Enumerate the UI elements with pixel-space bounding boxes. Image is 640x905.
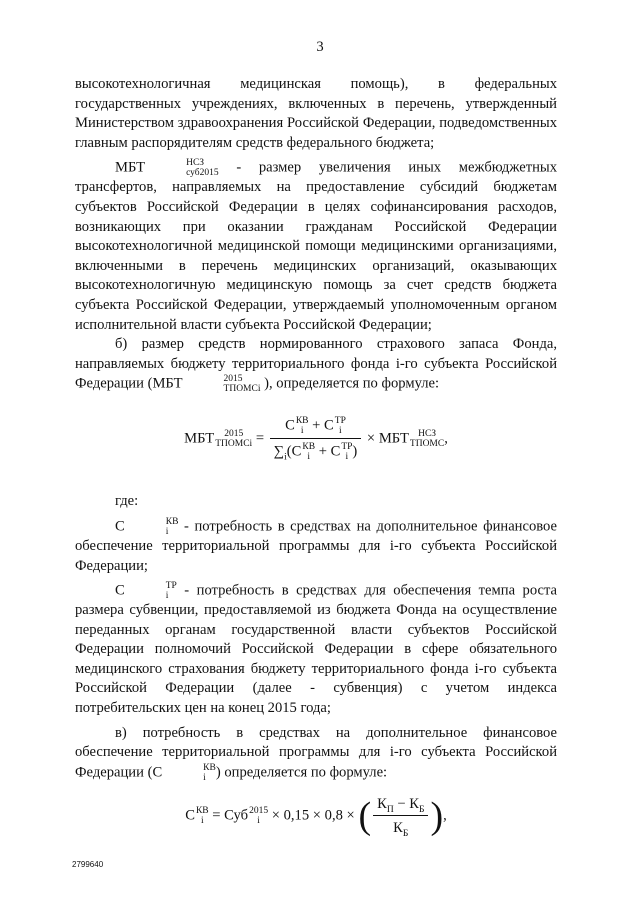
subscript: i: [165, 526, 169, 537]
superscript: ТР: [334, 416, 346, 427]
left-paren: (: [358, 794, 372, 837]
paragraph-v: [75, 724, 557, 783]
document-code: 2799640: [72, 860, 104, 869]
equals-sign: =: [208, 807, 225, 824]
plus-sign: +: [308, 417, 325, 434]
subscript: i: [200, 815, 204, 826]
superscript: КВ: [295, 416, 309, 427]
subscript: i: [339, 426, 342, 437]
symbol-c: С: [291, 443, 302, 460]
symbol-mbt: МБТ: [152, 375, 183, 392]
paragraph-mbt-nsz-sub2015: [75, 158, 557, 335]
right-paren: ): [430, 794, 444, 837]
fraction-numerator: [373, 795, 428, 816]
definition-c-kv: [75, 517, 557, 576]
symbol-mbt: МБТ: [115, 159, 146, 176]
paragraph-text: б) размер средств нормированного страхового запаса Фонда, направляемых бюджету территориального фонда i-го субъекта Российской Федерации (: [75, 336, 557, 392]
fraction-numerator: [270, 416, 362, 439]
paragraph-text: - потребность в средствах на дополнительное финансовое обеспечение территориальной программы для i-го субъекта Российской Федерации;: [75, 518, 557, 574]
symbol-k: К: [393, 819, 403, 836]
scripts: [335, 416, 346, 436]
symbol-k: К: [409, 795, 419, 812]
superscript: КВ: [195, 805, 209, 816]
superscript: 2015: [224, 429, 244, 440]
scripts: [126, 581, 177, 601]
document-body: [75, 75, 557, 867]
superscript: КВ: [165, 516, 179, 527]
symbol-c: С: [330, 443, 341, 460]
paragraph-text: - размер увеличения иных межбюджетных трансфертов, направляемых на предоставление субсидий бюджетам субъектов Российской Федерации в целях софинансирования расходов, возникающих при оказании гражданам Российской Федерации высокотехнологичной медицинской помощи медицинскими организациями, включенными в перечень медицинских организаций, оказывающих высокотехнологичную медицинскую помощь за счет средств бюджета субъекта Российской Федерации, утверждаемый уполномоченным органом исполнительной власти субъекта Российской Федерации;: [75, 159, 557, 333]
formula-fraction: [270, 416, 362, 462]
subscript: i: [257, 815, 260, 826]
superscript: ТР: [341, 442, 353, 453]
subscript: ТПОМС: [409, 439, 445, 450]
subscript: ТПОМСi: [223, 384, 261, 395]
formula-comma: ,: [443, 807, 447, 824]
formula-comma: ,: [444, 430, 448, 447]
definition-c-tr: [75, 581, 557, 719]
symbol-scripts: [184, 374, 261, 394]
sum-symbol: ∑: [273, 443, 285, 460]
superscript: ТР: [165, 581, 177, 592]
symbol-c: С: [152, 764, 163, 781]
scripts: [196, 806, 209, 826]
symbol-c: С: [185, 807, 195, 824]
paragraph-text: ), определяется по формуле:: [260, 375, 440, 392]
subscript: i: [300, 426, 304, 437]
multipliers: × 0,15 × 0,8 ×: [268, 807, 359, 824]
subscript: суб2015: [186, 168, 219, 179]
where-label: где:: [115, 493, 139, 510]
scripts: [302, 442, 315, 462]
formula-symbol: МБТ: [378, 430, 409, 447]
paragraph-text: - потребность в средствах для обеспечения темпа роста размера субвенции, предоставляемой из бюджета Фонда на осуществление переданных органам государственной власти субъектов Российской Федерации полномочий Российской Федерации в сфере обязательного медицинского страхования бюджету территориального фонда i-го субъекта Российской Федерации (далее - субвенция) с учетом индекса потребительских цен на конец 2015 года;: [75, 582, 557, 717]
formula-scripts: [215, 429, 252, 449]
times-sign: ×: [363, 430, 379, 447]
symbol-k: К: [377, 795, 387, 812]
subscript: i: [165, 591, 169, 602]
paragraph-b: [75, 335, 557, 394]
superscript: КВ: [203, 762, 216, 773]
formula-symbol: МБТ: [184, 430, 215, 447]
superscript: КВ: [302, 442, 316, 453]
subscript: Б: [402, 828, 409, 839]
formula-fraction: [373, 795, 428, 837]
subscript: i: [307, 452, 311, 463]
plus-sign: +: [315, 443, 331, 460]
formula-mbt-tpoms: [75, 416, 557, 462]
formula-c-kv: [75, 795, 557, 837]
sum-subscript: i: [284, 452, 287, 463]
symbol-c: С: [324, 417, 334, 434]
superscript: 2015: [223, 374, 243, 385]
scripts: [296, 416, 309, 436]
subscript: Б: [418, 804, 425, 815]
scripts: [341, 442, 352, 462]
fraction-denominator: [373, 816, 428, 837]
superscript: 2015: [249, 805, 269, 816]
equals-sign: =: [252, 430, 268, 447]
page-number: 3: [316, 39, 324, 55]
subscript: П: [386, 804, 394, 815]
scripts: [126, 517, 179, 537]
subscript: i: [203, 772, 206, 783]
minus-sign: −: [393, 795, 410, 812]
paragraph-text: в) потребность в средствах на дополнительное финансовое обеспечение территориальной программы для i-го субъекта Российской Федерации (: [75, 724, 557, 781]
scripts: [163, 763, 216, 783]
symbol-c: С: [285, 417, 295, 434]
symbol-scripts: [146, 158, 219, 178]
symbol-c: С: [115, 582, 125, 599]
paragraph-text: ) определяется по формуле:: [215, 764, 388, 781]
subscript: i: [345, 452, 349, 463]
paragraph-federal-institutions: высокотехнологичная медицинская помощь), в федеральных государственных учреждениях, включенных в перечень, утвержденный Министерством здравоохранения Российской Федерации, подведомственных главным распорядителям средств федерального бюджета;: [75, 76, 557, 151]
fraction-denominator: $\sum_i(С$ КВ i + С ТР i ): [273, 442, 358, 463]
scripts: [249, 806, 268, 826]
symbol-sub: Суб: [224, 807, 249, 824]
superscript: НСЗ: [418, 429, 437, 440]
subscript: ТПОМСi: [215, 439, 253, 450]
symbol-c: С: [115, 518, 125, 535]
superscript: НСЗ: [186, 158, 205, 169]
formula-scripts: [410, 429, 444, 449]
